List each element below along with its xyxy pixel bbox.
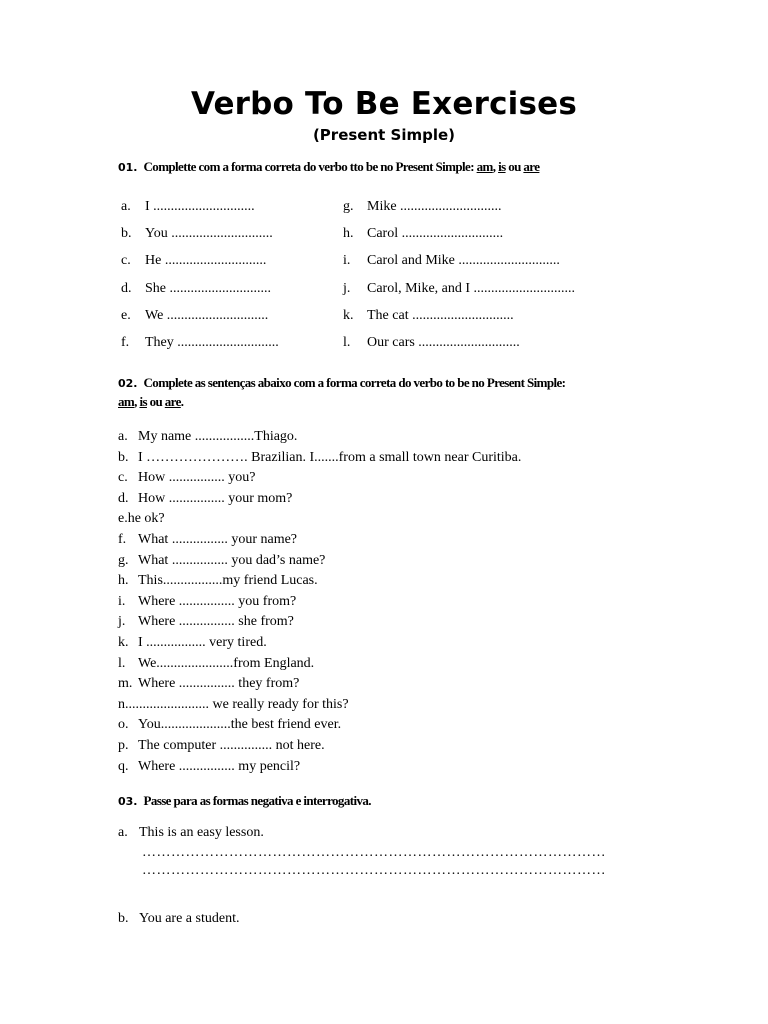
exercise-2-item xyxy=(118,553,325,569)
item-letter: l. xyxy=(343,335,351,350)
item-text[interactable]: Where ................ they from? xyxy=(138,676,300,692)
option-am: am xyxy=(118,394,135,409)
exercise-1-right-1 xyxy=(343,226,503,242)
exercise-1-right-3 xyxy=(343,281,575,297)
item-letter: i. xyxy=(118,593,126,609)
section-1-instruction: Complette com a forma correta do verbo tto be no Present Simple: xyxy=(143,159,474,174)
item-letter: b. xyxy=(118,449,129,465)
item-letter: h. xyxy=(118,573,129,589)
item-text[interactable]: Where ................ my pencil? xyxy=(138,758,301,774)
exercise-2-item xyxy=(118,614,294,630)
option-is: is xyxy=(139,394,147,409)
item-text[interactable]: You....................the best friend ever. xyxy=(138,717,342,733)
answer-line-negative[interactable]: …………………………………………………………………………………… xyxy=(142,845,606,860)
item-letter: c. xyxy=(121,253,131,269)
exercise-1-left-0 xyxy=(121,199,255,215)
item-letter: q. xyxy=(118,758,129,774)
item-letter: k. xyxy=(118,635,129,650)
item-text[interactable]: How ................ your mom? xyxy=(138,490,293,506)
item-letter: j. xyxy=(118,614,126,630)
exercise-2-item xyxy=(118,676,299,692)
item-text[interactable]: You ............................. xyxy=(145,226,273,242)
exercise-2-item xyxy=(118,656,314,672)
item-text[interactable]: We ............................. xyxy=(145,307,269,323)
item-text[interactable]: We......................from England. xyxy=(138,655,315,671)
exercise-1-right-5 xyxy=(343,335,520,351)
item-letter: c. xyxy=(118,470,128,486)
item-letter: f. xyxy=(118,532,127,547)
item-text[interactable]: I …………………. Brazilian. I.......from a small town near Curitiba. xyxy=(138,449,522,465)
exercise-2-item xyxy=(118,450,521,466)
item-text: You are a student. xyxy=(139,911,240,926)
answer-line-interrogative[interactable]: …………………………………………………………………………………… xyxy=(142,863,606,878)
item-text[interactable]: Carol, Mike, and I ............................. xyxy=(367,280,576,296)
exercise-3b xyxy=(118,911,239,927)
separator: , xyxy=(492,159,496,174)
exercise-2-item xyxy=(118,573,318,589)
item-letter: j. xyxy=(343,280,351,296)
item-text[interactable]: n........................ we really ready for this? xyxy=(118,696,349,712)
exercise-1-left-3 xyxy=(121,281,271,297)
item-text[interactable]: He ............................. xyxy=(145,253,267,269)
item-letter: d. xyxy=(118,490,129,506)
separator: , xyxy=(134,394,137,409)
exercise-3a xyxy=(118,825,264,841)
item-text[interactable]: They ............................. xyxy=(145,335,279,350)
item-letter: a. xyxy=(118,825,128,840)
item-letter: l. xyxy=(118,655,126,671)
conjunction: ou xyxy=(505,159,524,174)
option-are: are xyxy=(523,159,540,174)
item-letter: a. xyxy=(121,199,131,214)
exercise-2-item xyxy=(118,511,165,527)
item-text: This is an easy lesson. xyxy=(139,825,264,840)
item-text[interactable]: What ................ you dad’s name? xyxy=(138,552,326,568)
item-text[interactable]: Mike ............................. xyxy=(367,199,502,214)
exercise-2-item xyxy=(118,738,325,754)
item-text[interactable]: How ................ you? xyxy=(138,470,256,486)
exercise-1-right-2 xyxy=(343,253,560,269)
item-text[interactable]: What ................ your name? xyxy=(138,532,298,547)
item-letter: i. xyxy=(343,253,351,269)
section-3-number: 03. xyxy=(118,795,138,808)
conjunction: ou xyxy=(146,394,165,409)
item-letter: m. xyxy=(118,676,133,692)
item-letter: a. xyxy=(118,429,128,444)
item-letter: g. xyxy=(343,199,354,214)
item-text[interactable]: My name .................Thiago. xyxy=(138,429,298,444)
section-2-instruction: Complete as sentenças abaixo com a forma correta do verbo to be no Present Simple: xyxy=(143,375,566,390)
exercise-2-item xyxy=(118,717,341,733)
item-text[interactable]: I ............................. xyxy=(145,199,255,214)
exercise-2-item xyxy=(118,532,297,548)
item-letter: b. xyxy=(118,911,129,926)
item-text[interactable]: I ................. very tired. xyxy=(138,635,267,650)
item-letter: k. xyxy=(343,307,354,323)
item-text[interactable]: Carol and Mike ............................. xyxy=(367,253,560,269)
exercise-2-item xyxy=(118,594,296,610)
exercise-1-left-1 xyxy=(121,226,273,242)
period: . xyxy=(180,394,184,409)
item-letter: o. xyxy=(118,717,129,733)
item-text[interactable]: This.................my friend Lucas. xyxy=(138,573,318,589)
item-letter: f. xyxy=(121,335,130,350)
exercise-2-item xyxy=(118,697,349,713)
exercise-1-right-0 xyxy=(343,199,502,215)
item-text[interactable]: Where ................ you from? xyxy=(138,593,297,609)
item-text[interactable]: Where ................ she from? xyxy=(138,614,294,630)
item-letter: e. xyxy=(121,307,131,323)
option-is: is xyxy=(498,159,506,174)
item-letter: b. xyxy=(121,226,132,242)
exercise-2-item xyxy=(118,491,292,507)
item-text[interactable]: The computer ............... not here. xyxy=(138,738,325,753)
item-text[interactable]: She ............................. xyxy=(145,280,271,296)
page-subtitle: (Present Simple) xyxy=(312,126,456,144)
exercise-1-left-5 xyxy=(121,335,279,351)
option-are: are xyxy=(164,394,181,409)
item-letter: p. xyxy=(118,738,129,753)
section-2-number: 02. xyxy=(118,377,138,390)
item-text[interactable]: Our cars ............................. xyxy=(367,335,520,350)
exercise-1-left-2 xyxy=(121,253,266,269)
item-text[interactable]: Carol ............................. xyxy=(367,226,504,242)
exercise-2-item xyxy=(118,759,300,775)
exercise-1-right-4 xyxy=(343,308,514,324)
item-text[interactable]: e.he ok? xyxy=(118,511,165,527)
option-am: am xyxy=(476,159,493,174)
item-text[interactable]: The cat ............................. xyxy=(367,307,514,323)
page-title: Verbo To Be Exercises xyxy=(190,86,578,122)
item-letter: h. xyxy=(343,226,354,242)
item-letter: g. xyxy=(118,552,129,568)
exercise-2-item xyxy=(118,429,297,445)
section-3-instruction: Passe para as formas negativa e interrogativa. xyxy=(143,793,371,808)
exercise-1-left-4 xyxy=(121,308,268,324)
section-1-heading xyxy=(118,158,539,177)
section-3-heading xyxy=(118,792,371,811)
exercise-2-item xyxy=(118,470,255,486)
section-2-heading xyxy=(118,374,638,411)
section-1-number: 01. xyxy=(118,161,138,174)
exercise-2-item xyxy=(118,635,267,651)
item-letter: d. xyxy=(121,280,132,296)
